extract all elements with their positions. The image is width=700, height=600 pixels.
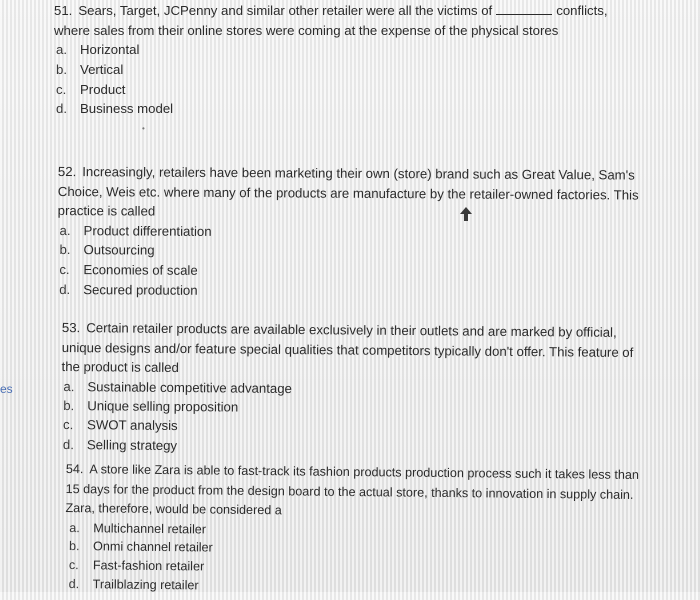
stem-text-line2: where sales from their online stores were coming at the expense of the physical stores (54, 22, 559, 38)
mouse-cursor-icon (460, 207, 472, 221)
option-text: Fast-fashion retailer (92, 558, 205, 574)
option-letter: c. (59, 262, 70, 278)
question-number: 52. (57, 163, 77, 180)
options-list (59, 221, 647, 304)
option-letter: a. (56, 42, 67, 57)
question-number: 53. (61, 319, 81, 336)
stem-text: A store like Zara is able to fast-track its fashion products production process such it takes less than 15 days for the product from the design board to the actual store, thanks to innovation in supply chain. Zara, therefore, would be considered a (65, 462, 639, 518)
option-text: Economies of scale (83, 262, 198, 278)
option-b (56, 60, 644, 80)
question-51 (54, 1, 644, 119)
option-d (56, 99, 644, 119)
stem-text: Sears, Target, JCPenny and similar other retailer were all the victims of (78, 3, 493, 18)
option-text: Horizontal (80, 42, 140, 57)
question-number: 54. (65, 461, 84, 477)
option-text: Onmi channel retailer (93, 539, 213, 555)
option-text: Product differentiation (83, 222, 212, 239)
option-letter: d. (68, 576, 80, 592)
question-52 (57, 162, 648, 303)
edge-partial-label: es (0, 382, 13, 396)
option-text: Product (80, 81, 126, 97)
options-list (56, 40, 644, 119)
option-letter: a. (69, 520, 80, 535)
stem-text: Increasingly, retailers have been marketing their own (store) brand such as Great Value, Sam's Choice, Weis etc. where many of the products are manufacture by the retailer-owned factories. This practice is called (57, 164, 639, 219)
option-text: Trailblazing retailer (92, 577, 199, 593)
stray-mark: • (142, 124, 145, 133)
option-letter: c. (68, 558, 79, 573)
stem-text-after-blank: conflicts, (556, 3, 608, 18)
option-a (56, 40, 644, 60)
question-stem (54, 1, 644, 40)
option-text: Business model (80, 101, 174, 117)
question-stem (58, 162, 648, 224)
option-letter: c. (56, 81, 67, 97)
question-stem (61, 318, 641, 382)
option-text: Outsourcing (83, 242, 155, 258)
question-number: 51. (54, 3, 73, 18)
option-text: Unique selling proposition (87, 398, 239, 415)
option-letter: b. (63, 397, 75, 414)
option-letter: d. (56, 101, 67, 117)
option-letter: a. (63, 378, 75, 394)
stem-text: Certain retailer products are available exclusively in their outlets and are marked by official, unique designs and/or feature special qualities that competitors typically don't offer. This feature of the product is called (61, 320, 634, 376)
option-letter: d. (62, 436, 74, 452)
option-c (56, 80, 644, 100)
question-stem (65, 460, 646, 525)
question-54 (65, 460, 646, 600)
option-letter: b. (59, 242, 71, 258)
options-list (69, 519, 646, 600)
option-letter: c. (63, 417, 74, 433)
option-text: Multichannel retailer (93, 520, 207, 536)
option-text: Secured production (83, 282, 198, 298)
option-text: Vertical (80, 61, 124, 77)
option-d (59, 280, 647, 303)
option-letter: b. (69, 539, 80, 554)
question-53 (61, 318, 642, 459)
option-letter: b. (56, 61, 67, 77)
answer-blank (496, 2, 552, 15)
options-list (63, 377, 642, 460)
option-text: Selling strategy (86, 436, 178, 453)
option-letter: a. (59, 222, 71, 238)
option-letter: d. (59, 281, 71, 297)
option-text: SWOT analysis (87, 417, 178, 434)
option-text: Sustainable competitive advantage (87, 378, 293, 396)
option-d (63, 435, 641, 459)
